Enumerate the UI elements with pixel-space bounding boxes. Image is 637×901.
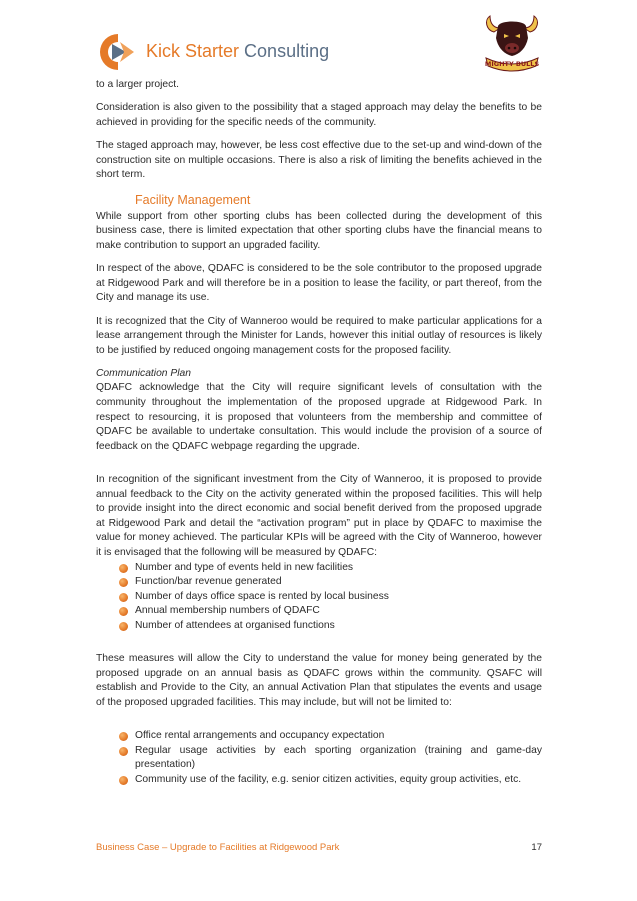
- logo-word-kick-starter: Kick Starter: [146, 41, 240, 61]
- paragraph-staged-delay: Consideration is also given to the possibility that a staged approach may delay the benefits to be achieved in providing for the specific needs of the community.: [96, 102, 542, 128]
- bullet-icon: [119, 564, 128, 573]
- bullet-icon: [119, 593, 128, 602]
- bullet-icon: [119, 578, 128, 587]
- list-item: Number of days office space is rented by local business: [119, 590, 542, 605]
- list-item: Annual membership numbers of QDAFC: [119, 604, 542, 619]
- bullet-icon: [119, 622, 128, 631]
- paragraph-consultation: QDAFC acknowledge that the City will require significant levels of consultation with the community throughout the implementation of the proposed upgrade at Ridgewood Park. In respect to resourcing, it is proposed that volunteers from the membership and committee of QDAFC be available to undertake consultation. This would include the provision of a source of feedback on the QDAFC webpage regarding the upgrade.: [96, 382, 542, 452]
- list-item: Community use of the facility, e.g. senior citizen activities, equity group activities, etc.: [119, 773, 542, 788]
- activation-plan-list: [96, 729, 542, 787]
- page-header: [96, 28, 556, 78]
- page-footer: [96, 842, 542, 853]
- paragraph-support: While support from other sporting clubs has been collected during the development of this business case, there is limited expectation that other sporting clubs have the financial means to make contribution to support an upgraded facility.: [96, 210, 542, 251]
- paragraph-activation-plan: These measures will allow the City to understand the value for money being generated by the proposed upgrade on an annual basis as QDAFC grows within the community. QSAFC will establish and Provide to the City, an annual Activation Plan that stipulates the events and usage of the proposed upgraded facilities. This may include, but will not be limited to:: [96, 653, 542, 708]
- page-content: [96, 78, 542, 796]
- bullet-icon: [119, 732, 128, 741]
- bullet-icon: [119, 776, 128, 785]
- mighty-bulls-logo-icon: [480, 8, 544, 72]
- page-number: 17: [531, 842, 542, 853]
- bullet-icon: [119, 747, 128, 756]
- subheading-communication-plan: Communication Plan: [96, 367, 192, 379]
- paragraph-continuation: to a larger project.: [96, 79, 179, 90]
- list-item: Office rental arrangements and occupancy expectation: [119, 729, 542, 744]
- paragraph-annual-feedback: In recognition of the significant investment from the City of Wanneroo, it is proposed to provide annual feedback to the City on the activity generated within the proposed facilities. This will help to provide insight into the direct economic and social benefit derived from the proposed upgrade at Ridgewood Park and detail the “activation program” put in place by QDAFC to maximise the value for money achieved. The particular KPIs will be agreed with the City of Wanneroo, however it is envisaged that the following will be measured by QDAFC:: [96, 474, 542, 558]
- logo-wordmark: [146, 41, 329, 62]
- kpi-list: [96, 561, 542, 634]
- paragraph-lease: It is recognized that the City of Wanneroo would be required to make particular applications for a lease arrangement through the Minister for Lands, however this initial outlay of resources is likely to be justified by reduced ongoing management costs for the proposed facility.: [96, 315, 542, 356]
- club-logo-text: MIGHTY BULLS: [484, 60, 540, 68]
- paragraph-staged-cost: The staged approach may, however, be less cost effective due to the set-up and wind-down of the construction site on multiple occasions. There is also a risk of limiting the benefits achieved in the short term.: [96, 139, 542, 181]
- logo-word-consulting: Consulting: [244, 41, 330, 61]
- kickstarter-logo-icon: [96, 32, 140, 72]
- bullet-icon: [119, 607, 128, 616]
- paragraph-sole-contributor: In respect of the above, QDAFC is considered to be the sole contributor to the proposed upgrade at Ridgewood Park and will therefore be in a position to lease the facility, or part thereof, from the City and manage its use.: [96, 263, 542, 304]
- list-item: Regular usage activities by each sporting organization (training and game-day presentation): [119, 744, 542, 773]
- section-heading-facility-management: Facility Management: [135, 192, 251, 207]
- footer-title: Business Case – Upgrade to Facilities at Ridgewood Park: [96, 842, 340, 853]
- list-item: Function/bar revenue generated: [119, 575, 542, 590]
- list-item: Number and type of events held in new facilities: [119, 561, 542, 576]
- list-item: Number of attendees at organised functions: [119, 619, 542, 634]
